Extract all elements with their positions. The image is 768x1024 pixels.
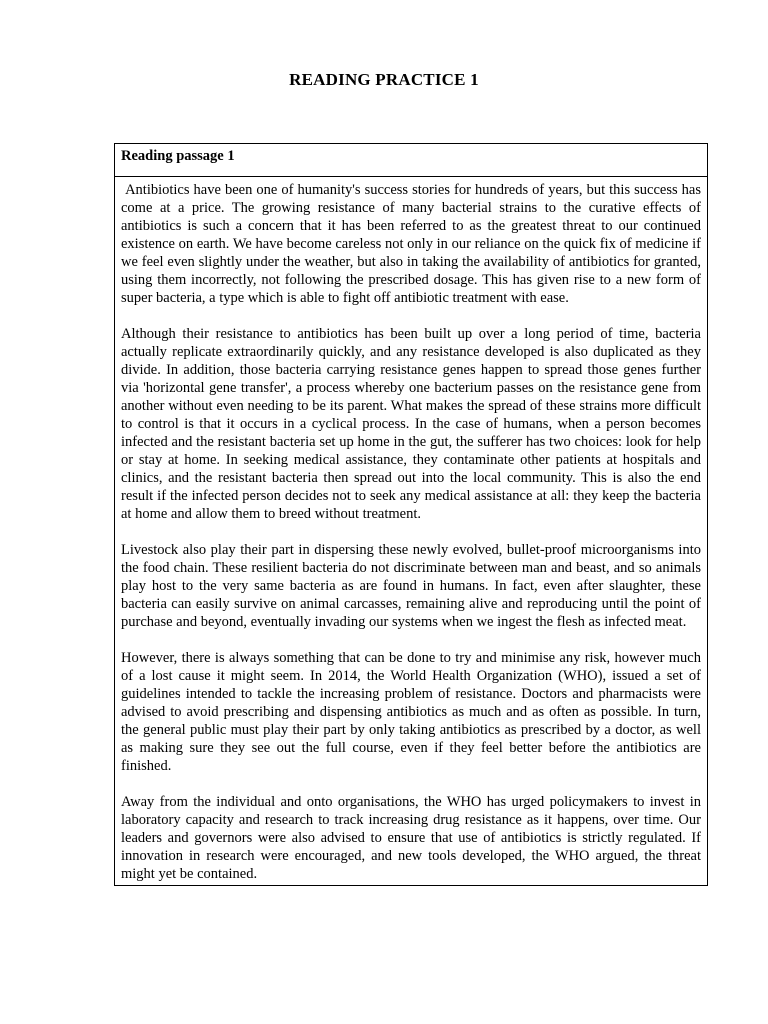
passage-heading: Reading passage 1 <box>115 144 707 177</box>
passage-paragraph-3: Livestock also play their part in dispersing these newly evolved, bullet-proof microorganisms into the food chain. These resilient bacteria do not discriminate between man and beast, and so animals play host to the very same bacteria as are found in humans. In fact, even after slaughter, these bacteria can easily survive on animal carcasses, remaining alive and reproducing until the point of purchase and beyond, eventually invading our systems when we ingest the flesh as infected meat. <box>121 542 701 630</box>
passage-paragraph-4: However, there is always something that can be done to try and minimise any risk, however much of a lost cause it might seem. In 2014, the World Health Organization (WHO), issued a set of guidelines intended to tackle the increasing problem of resistance. Doctors and pharmacists were advised to avoid prescribing and dispensing antibiotics as much and as often as possible. In turn, the general public must play their part by only taking antibiotics as prescribed by a doctor, as well as making sure they see out the full course, even if they feel better before the antibiotics are finished. <box>121 650 701 774</box>
passage-body <box>115 177 707 885</box>
page-title: READING PRACTICE 1 <box>289 70 479 89</box>
passage-paragraph-2: Although their resistance to antibiotics has been built up over a long period of time, bacteria actually replicate extraordinarily quickly, and any resistance developed is also duplicated as they divide. In addition, those bacteria carrying resistance genes happen to spread those genes further via 'horizontal gene transfer', a process whereby one bacterium passes on the resistance gene from another without even needing to be its parent. What makes the spread of these strains more difficult to control is that it occurs in a cyclical process. In the case of humans, when a person becomes infected and the resistant bacteria set up home in the gut, the sufferer has two choices: look for help or stay at home. In seeking medical assistance, they contaminate other patients at hospitals and clinics, and the resistant bacteria then spread out into the local community. This is also the end result if the infected person decides not to seek any medical assistance at all: they keep the bacteria at home and allow them to breed without treatment. <box>121 326 701 522</box>
passage-table <box>114 143 708 886</box>
passage-paragraph-1: Antibiotics have been one of humanity's success stories for hundreds of years, but this success has come at a price. The growing resistance of many bacterial strains to the curative effects of antibiotics is such a concern that it has been referred to as the greatest threat to our continued existence on earth. We have become careless not only in our reliance on the quick fix of medicine if we feel even slightly under the weather, but also in taking the availability of antibiotics for granted, using them incorrectly, not following the prescribed dosage. This has given rise to a new form of super bacteria, a type which is able to fight off antibiotic treatment with ease. <box>121 182 705 306</box>
passage-paragraph-5: Away from the individual and onto organisations, the WHO has urged policymakers to invest in laboratory capacity and research to track increasing drug resistance as it happens, over time. Our leaders and governors were also advised to ensure that use of antibiotics is strictly regulated. If innovation in research were encouraged, and new tools developed, the WHO argued, the threat might yet be contained. <box>121 794 701 882</box>
